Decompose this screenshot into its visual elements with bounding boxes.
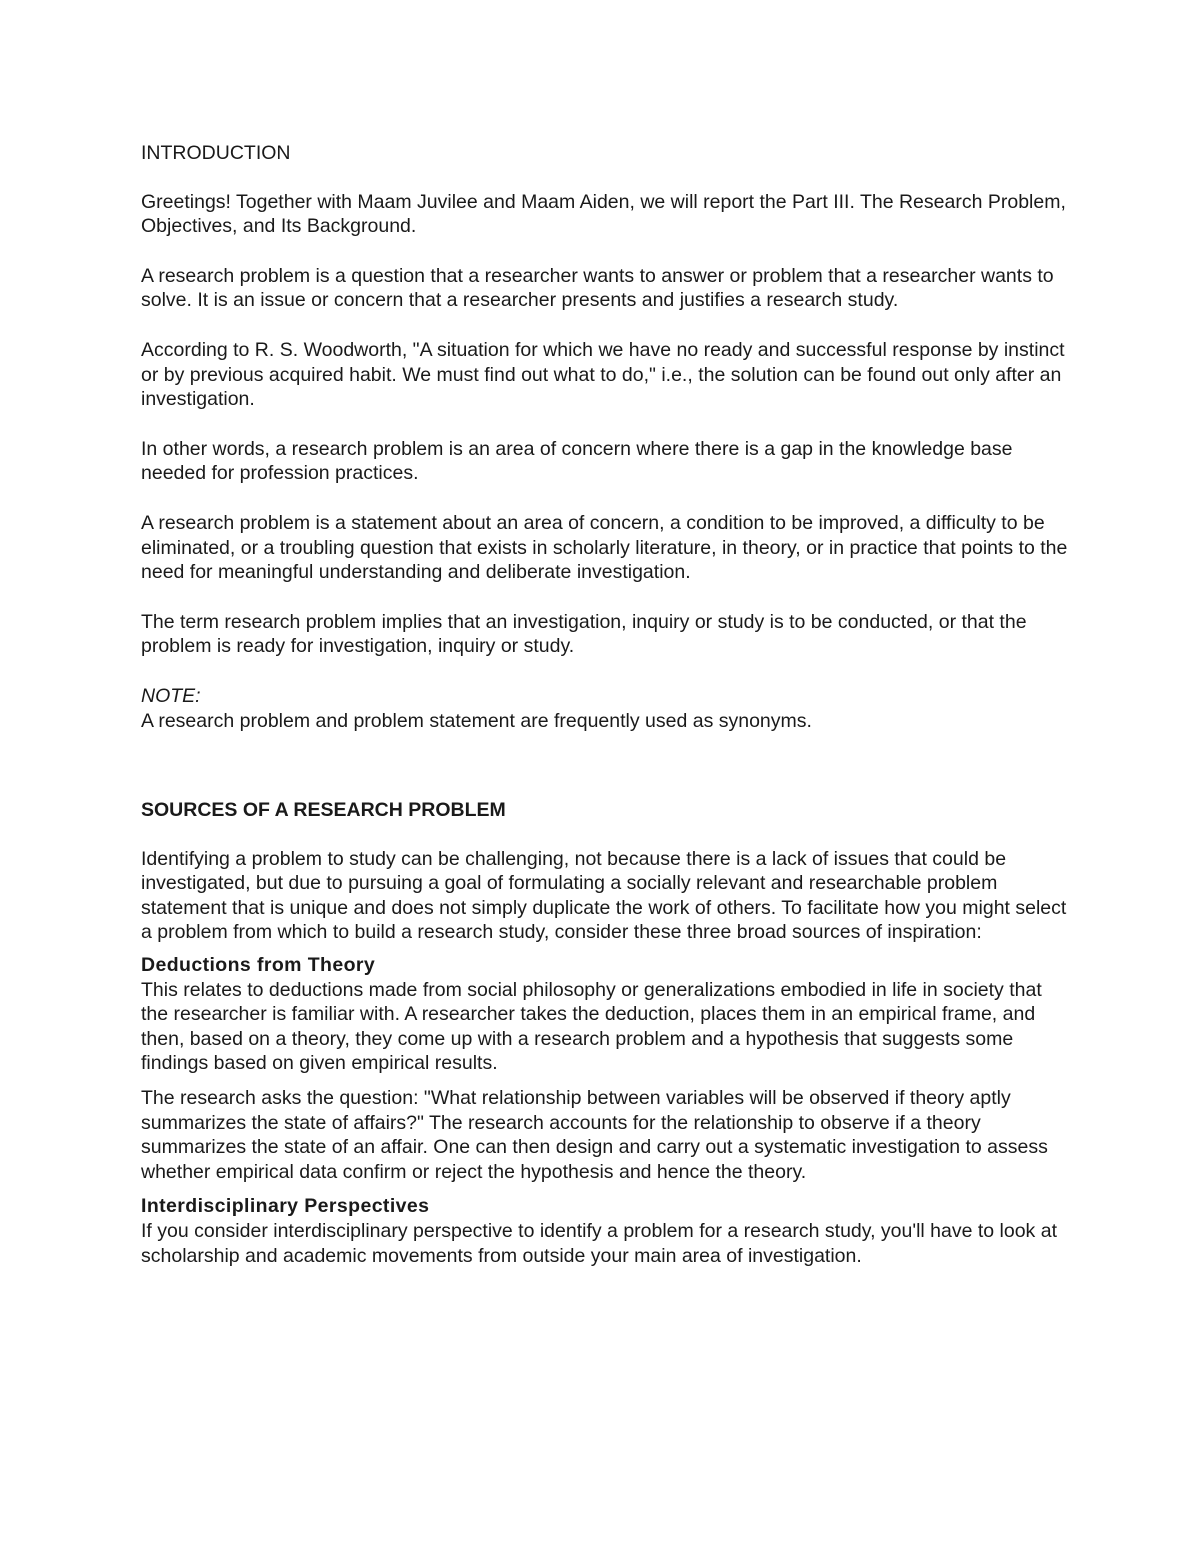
note-label: NOTE: xyxy=(141,684,201,707)
deductions-heading: Deductions from Theory xyxy=(141,954,376,977)
intro-paragraph-other-words: In other words, a research problem is an area of concern where there is a gap in the knowledge base needed for profession practices. xyxy=(141,437,1013,485)
intro-paragraph-term: The term research problem implies that an investigation, inquiry or study is to be conducted, or that the problem is ready for investigation, inquiry or study. xyxy=(141,610,1027,658)
intro-paragraph-statement: A research problem is a statement about an area of concern, a condition to be improved, a difficulty to be eliminated, or a troubling question that exists in scholarly literature, in theory, or in practice that points to the need for meaningful understanding and deliberate investigation. xyxy=(141,511,1068,584)
interdisciplinary-heading: Interdisciplinary Perspectives xyxy=(141,1195,430,1218)
section-spacer xyxy=(141,758,1071,798)
intro-title: INTRODUCTION xyxy=(141,142,291,164)
note-block xyxy=(141,684,1071,733)
interdisciplinary-paragraph: If you consider interdisciplinary perspective to identify a problem for a research study, you'll have to look at scholarship and academic movements from outside your main area of investigation. xyxy=(141,1220,1057,1267)
document-page xyxy=(141,141,1071,1278)
intro-paragraph-definition: A research problem is a question that a researcher wants to answer or problem that a researcher wants to solve. It is an issue or concern that a researcher presents and justifies a research study. xyxy=(141,264,1054,312)
sources-heading: SOURCES OF A RESEARCH PROBLEM xyxy=(141,799,506,822)
intro-paragraph-woodworth: According to R. S. Woodworth, "A situation for which we have no ready and successful response by instinct or by previous acquired habit. We must find out what to do," i.e., the solution can be found out only after an investigation. xyxy=(141,338,1065,411)
deductions-paragraph-2: The research asks the question: "What relationship between variables will be observed if theory aptly summarizes the state of affairs?" The research accounts for the relationship to observe if a theory summarizes the state of an affair. One can then design and carry out a systematic investigation to assess whether empirical data confirm or reject the hypothesis and hence the theory. xyxy=(141,1087,1048,1183)
sources-intro-paragraph: Identifying a problem to study can be challenging, not because there is a lack of issues that could be investigated, but due to pursuing a goal of formulating a socially relevant and researchable problem statement that is unique and does not simply duplicate the work of others. To facilitate how you might select a problem from which to build a research study, consider these three broad sources of inspiration: xyxy=(141,847,1067,944)
intro-paragraph-greetings: Greetings! Together with Maam Juvilee and Maam Aiden, we will report the Part III. The Research Problem, Objectives, and Its Background. xyxy=(141,190,1066,238)
deductions-paragraph-1: This relates to deductions made from social philosophy or generalizations embodied in life in society that the researcher is familiar with. A researcher takes the deduction, places them in an empirical frame, and then, based on a theory, they come up with a research problem and a hypothesis that suggests some findings based on given empirical results. xyxy=(141,978,1042,1075)
note-text: A research problem and problem statement are frequently used as synonyms. xyxy=(141,709,812,732)
